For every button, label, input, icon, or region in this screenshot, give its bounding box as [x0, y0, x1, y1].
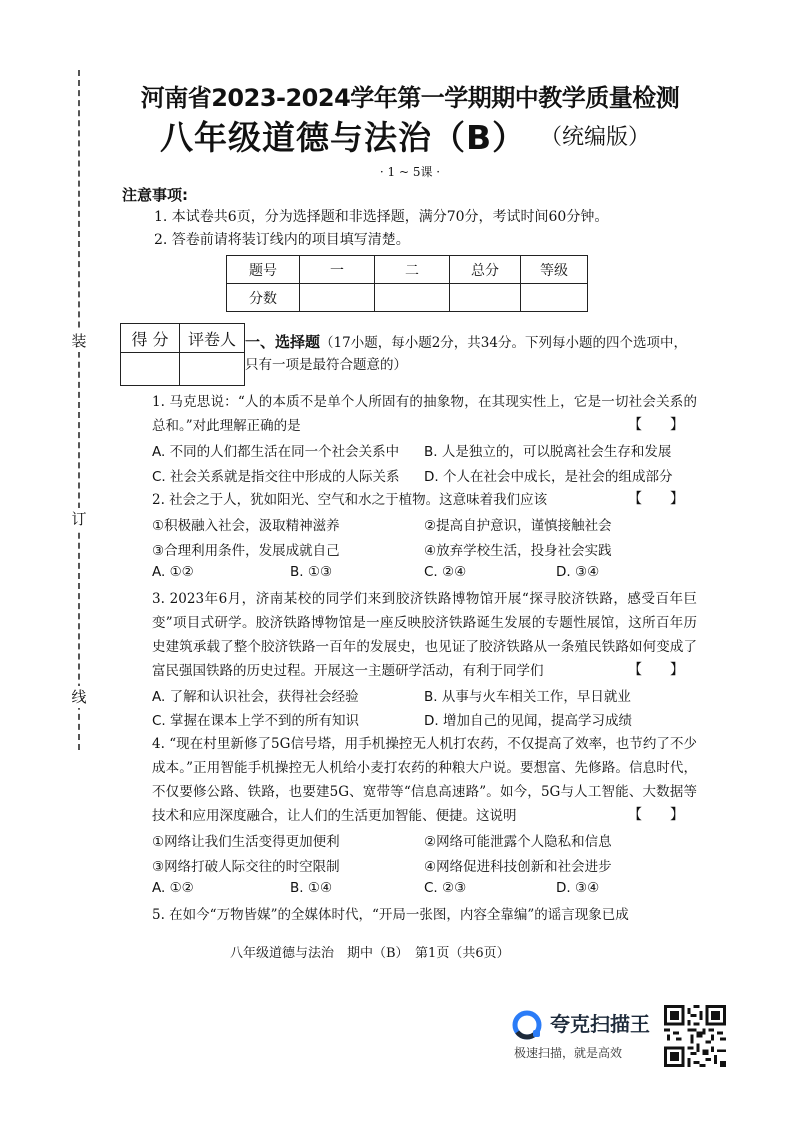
question-2-item-4: ④放弃学校生活，投身社会实践 — [424, 543, 612, 559]
question-2-option-d: D. ③④ — [556, 564, 600, 580]
binding-char-xian: 线 — [68, 686, 90, 708]
question-4-option-c: C. ②③ — [424, 880, 467, 896]
question-2-item-2: ②提高自护意识，谨慎接触社会 — [424, 518, 612, 534]
score-header-part2: 二 — [375, 256, 450, 284]
exam-edition: （统编版） — [540, 125, 651, 150]
question-4-item-4: ④网络促进科技创新和社会进步 — [424, 859, 612, 875]
grader-score-cell[interactable] — [121, 353, 180, 386]
question-2-option-a: A. ①② — [152, 564, 194, 580]
score-row-label: 分数 — [227, 284, 300, 312]
scanner-watermark — [512, 1008, 792, 1068]
qr-code-icon — [664, 1005, 726, 1067]
grader-box — [120, 323, 245, 386]
section-name: 一、选择题 — [245, 333, 321, 351]
question-1-option-b: B. 人是独立的，可以脱离社会生存和发展 — [424, 444, 672, 460]
question-3-stem: 3. 2023年6月，济南某校的同学们来到胶济铁路博物馆开展“探寻胶济铁路，感受百年巨变”项目式研学。胶济铁路博物馆是一座反映胶济铁路诞生发展的专题性展馆，这所百年历史建筑承载了整个胶济铁路一百年的发展史，也见证了胶济铁路从一条殖民铁路如何变成了富民强国铁路的历史过程。开展这一主题研学活动，有利于同学们 — [152, 591, 697, 679]
question-5-stem: 5. 在如今“万物皆媒”的全媒体时代，“开局一张图，内容全靠编”的谣言现象已成 — [152, 907, 629, 923]
question-4-stem: 4. “现在村里新修了5G信号塔，用手机操控无人机打农药，不仅提高了效率，也节约了不少成本。”正用智能手机操控无人机给小麦打农药的种粮大户说。要想富、先修路。信息时代，不仅要修公路、铁路，也要建5G、宽带等“信息高速路”。如今，5G与人工智能、大数据等技术和应用深度融合，让人们的生活更加智能、便捷。这说明 — [152, 736, 697, 824]
question-1-answer-bracket[interactable]: 【 】 — [628, 417, 684, 433]
question-2-stem: 2. 社会之于人，犹如阳光、空气和水之于植物。这意味着我们应该 — [152, 492, 548, 508]
question-3-answer-bracket[interactable]: 【 】 — [628, 662, 684, 678]
scanner-app-name: 夸克扫描王 — [550, 1012, 650, 1036]
score-header-grade: 等级 — [521, 256, 588, 284]
question-2-option-c: C. ②④ — [424, 564, 467, 580]
question-4-answer-bracket[interactable]: 【 】 — [628, 807, 684, 823]
exam-scope: · 1 ~ 5课 · — [379, 165, 441, 179]
exam-subject: 八年级道德与法治（B） — [160, 118, 527, 157]
question-2-item-1: ①积极融入社会，汲取精神滋养 — [152, 518, 340, 534]
question-1-option-a: A. 不同的人们都生活在同一个社会关系中 — [152, 444, 400, 460]
question-4-option-a: A. ①② — [152, 880, 194, 896]
score-cell-part1[interactable] — [300, 284, 375, 312]
question-2-answer-bracket[interactable]: 【 】 — [628, 491, 684, 507]
question-1-option-c: C. 社会关系就是指交往中形成的人际关系 — [152, 469, 400, 485]
notes-title: 注意事项: — [122, 186, 188, 204]
question-3-option-d: D. 增加自己的见闻，提高学习成绩 — [424, 713, 632, 729]
grader-score-label: 得 分 — [121, 324, 180, 353]
grader-person-label: 评卷人 — [180, 324, 245, 353]
binding-dashed-line — [78, 70, 80, 750]
scanner-logo-icon — [512, 1010, 542, 1040]
score-cell-part2[interactable] — [375, 284, 450, 312]
binding-char-ding: 订 — [68, 508, 90, 530]
note-item-1: 1. 本试卷共6页，分为选择题和非选择题，满分70分，考试时间60分钟。 — [154, 209, 609, 225]
question-4-option-b: B. ①④ — [290, 880, 333, 896]
section-title — [245, 331, 695, 376]
question-3-option-a: A. 了解和认识社会，获得社会经验 — [152, 689, 359, 705]
question-3-option-c: C. 掌握在课本上学不到的所有知识 — [152, 713, 360, 729]
question-1-option-d: D. 个人在社会中成长，是社会的组成部分 — [424, 469, 673, 485]
score-header-qnum: 题号 — [227, 256, 300, 284]
question-4-option-d: D. ③④ — [556, 880, 600, 896]
question-4-item-3: ③网络打破人际交往的时空限制 — [152, 859, 340, 875]
question-1-stem: 1. 马克思说：“人的本质不是单个人所固有的抽象物，在其现实性上，它是一切社会关系的总和。”对此理解正确的是 — [152, 394, 697, 434]
question-4-item-2: ②网络可能泄露个人隐私和信息 — [424, 834, 612, 850]
binding-char-zhuang: 装 — [68, 330, 90, 352]
score-table — [226, 255, 588, 312]
question-2-item-3: ③合理利用条件，发展成就自己 — [152, 543, 340, 559]
section-description: （17小题，每小题2分，共34分。下列每小题的四个选项中，只有一项是最符合题意的） — [245, 335, 687, 373]
question-3-option-b: B. 从事与火车相关工作，早日就业 — [424, 689, 631, 705]
note-item-2: 2. 答卷前请将装订线内的项目填写清楚。 — [154, 232, 410, 248]
score-cell-grade[interactable] — [521, 284, 588, 312]
score-header-part1: 一 — [300, 256, 375, 284]
question-2-option-b: B. ①③ — [290, 564, 333, 580]
question-4-item-1: ①网络让我们生活变得更加便利 — [152, 834, 340, 850]
page-footer: 八年级道德与法治 期中（B） 第1页（共6页） — [230, 946, 510, 961]
score-header-total: 总分 — [450, 256, 521, 284]
grader-person-cell[interactable] — [180, 353, 245, 386]
exam-title: 河南省2023-2024学年第一学期期中教学质量检测 — [140, 84, 680, 112]
scanner-slogan: 极速扫描，就是高效 — [514, 1046, 623, 1060]
score-cell-total[interactable] — [450, 284, 521, 312]
